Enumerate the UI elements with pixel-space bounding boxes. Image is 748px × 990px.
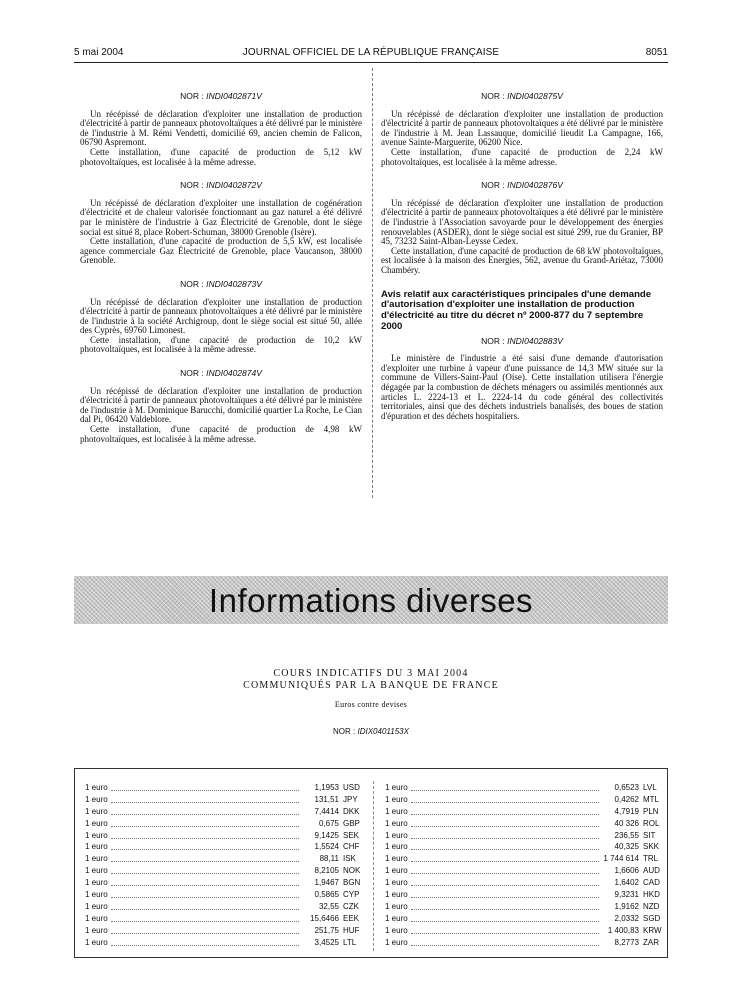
nor-reference bbox=[80, 181, 362, 191]
rate-base: 1 euro bbox=[85, 830, 108, 840]
rate-value: 15,6466 bbox=[307, 914, 339, 923]
rate-value: 9,1425 bbox=[312, 831, 339, 840]
currency-code: HUF bbox=[343, 925, 360, 935]
rate-value: 131,51 bbox=[312, 795, 339, 804]
rate-row bbox=[85, 854, 367, 866]
nor-code: INDI0402874V bbox=[206, 368, 262, 379]
nor-reference bbox=[381, 92, 663, 102]
rate-base: 1 euro bbox=[385, 913, 408, 923]
leader-dots bbox=[111, 861, 299, 862]
leader-dots bbox=[111, 909, 299, 910]
rate-base: 1 euro bbox=[85, 783, 108, 792]
rate-row bbox=[385, 807, 667, 819]
currency-code: CZK bbox=[343, 901, 359, 911]
rate-row bbox=[85, 831, 367, 843]
rate-base: 1 euro bbox=[85, 854, 108, 864]
nor-label: NOR : bbox=[180, 91, 204, 101]
currency-code: MTL bbox=[643, 794, 659, 804]
column-divider bbox=[372, 68, 373, 498]
rates-column-right bbox=[385, 783, 667, 949]
rate-value: 32,55 bbox=[316, 902, 339, 911]
rate-base: 1 euro bbox=[85, 806, 108, 816]
rate-value: 88,11 bbox=[317, 854, 339, 863]
leader-dots bbox=[411, 909, 599, 910]
notice-paragraph: Un récépissé de déclaration d'exploiter une installation de production d'électricité à partir de panneaux photovoltaïques a été délivré par le ministère de l'industrie à la société Archigroup, dont le siège social est situé 50, allée des Cyprès, 69760 Limonest. bbox=[80, 296, 362, 336]
notice-paragraph: Cette installation, d'une capacité de production de 10,2 kW photovoltaïques, est localisée à la même adresse. bbox=[80, 334, 362, 355]
leader-dots bbox=[111, 897, 299, 898]
nor-label: NOR : bbox=[180, 180, 204, 191]
rate-value: 251,75 bbox=[312, 926, 339, 935]
currency-code: ZAR bbox=[643, 937, 659, 947]
notice-paragraph: Cette installation, d'une capacité de production de 5,12 kW photovoltaïques, est localisée à la même adresse. bbox=[80, 146, 362, 167]
rate-base: 1 euro bbox=[385, 794, 408, 804]
leader-dots bbox=[411, 873, 599, 874]
notice bbox=[381, 181, 663, 275]
leader-dots bbox=[411, 838, 599, 839]
currency-code: USD bbox=[343, 783, 360, 792]
rate-base: 1 euro bbox=[85, 818, 108, 828]
rate-base: 1 euro bbox=[85, 890, 108, 900]
header-date: 5 mai 2004 bbox=[74, 47, 124, 58]
exchange-rates-table bbox=[74, 768, 668, 958]
rate-base: 1 euro bbox=[85, 901, 108, 911]
leader-dots bbox=[411, 790, 599, 791]
rate-base: 1 euro bbox=[385, 890, 408, 900]
avis-section bbox=[381, 290, 663, 422]
notice-paragraph: Un récépissé de déclaration d'exploiter une installation de production d'électricité à partir de panneaux photovoltaïques a été délivré par le ministère de l'industrie à M. Rémi Vendetti, domicilié 69, ancien chemin de Falicon, 06790 Aspremont. bbox=[80, 108, 362, 148]
rate-base: 1 euro bbox=[385, 937, 408, 947]
rate-value: 0,4262 bbox=[612, 795, 639, 804]
notice bbox=[381, 92, 663, 167]
nor-label: NOR : bbox=[333, 727, 356, 736]
leader-dots bbox=[111, 921, 299, 922]
section-banner bbox=[74, 576, 668, 624]
rate-base: 1 euro bbox=[385, 842, 408, 852]
nor-label: NOR : bbox=[180, 368, 204, 379]
leader-dots bbox=[411, 921, 599, 922]
rate-base: 1 euro bbox=[385, 854, 408, 864]
notice bbox=[80, 92, 362, 167]
leader-dots bbox=[411, 802, 599, 803]
rate-value: 3,4525 bbox=[312, 938, 339, 947]
rate-row bbox=[85, 783, 367, 795]
nor-label: NOR : bbox=[180, 278, 204, 289]
currency-code: AUD bbox=[643, 866, 660, 876]
page-header bbox=[74, 47, 668, 61]
right-column bbox=[381, 92, 663, 435]
currency-code: NOK bbox=[343, 866, 361, 876]
currency-code: SKK bbox=[643, 842, 660, 852]
nor-reference bbox=[80, 369, 362, 379]
rate-base: 1 euro bbox=[85, 937, 108, 947]
leader-dots bbox=[411, 814, 599, 815]
rate-value: 1 744 614 bbox=[600, 854, 639, 863]
leader-dots bbox=[411, 849, 599, 850]
nor-label: NOR : bbox=[481, 91, 505, 101]
leader-dots bbox=[111, 802, 299, 803]
cours-subtitle: Euros contre devises bbox=[334, 700, 408, 709]
rate-row bbox=[385, 914, 667, 926]
leader-dots bbox=[111, 945, 299, 946]
rate-row bbox=[385, 783, 667, 795]
rate-value: 40 326 bbox=[612, 819, 639, 828]
currency-code: PLN bbox=[643, 806, 659, 816]
rate-base: 1 euro bbox=[85, 866, 108, 876]
leader-dots bbox=[111, 849, 299, 850]
currency-code: ROL bbox=[643, 818, 660, 828]
rate-value: 0,5865 bbox=[312, 890, 339, 899]
rate-row bbox=[385, 890, 667, 902]
rate-row bbox=[85, 807, 367, 819]
leader-dots bbox=[111, 873, 299, 874]
nor-code: INDI0402875V bbox=[507, 91, 563, 101]
currency-code: CAD bbox=[643, 878, 660, 888]
rate-value: 1,5524 bbox=[312, 842, 339, 851]
rate-value: 236,55 bbox=[612, 831, 639, 840]
rate-base: 1 euro bbox=[385, 783, 408, 792]
leader-dots bbox=[411, 885, 599, 886]
nor-code: IDIX0401153X bbox=[357, 727, 409, 736]
leader-dots bbox=[411, 945, 599, 946]
currency-code: SEK bbox=[343, 830, 360, 840]
rate-row bbox=[385, 902, 667, 914]
rate-value: 0,6523 bbox=[612, 783, 639, 792]
cours-line-1: COURS INDICATIFS DU 3 MAI 2004 bbox=[273, 668, 469, 679]
rate-base: 1 euro bbox=[385, 901, 408, 911]
leader-dots bbox=[411, 933, 599, 934]
currency-code: KRW bbox=[643, 925, 662, 935]
rate-base: 1 euro bbox=[85, 842, 108, 852]
rate-value: 9,3231 bbox=[612, 890, 639, 899]
rate-base: 1 euro bbox=[85, 925, 108, 935]
nor-code: INDI0402876V bbox=[507, 180, 563, 191]
notice-paragraph: Cette installation, d'une capacité de production de 68 kW photovoltaïques, est localisée à la maison des Energies, 562, avenue du Grand-Ariétaz, 73000 Chambéry. bbox=[381, 245, 663, 275]
rate-row bbox=[385, 831, 667, 843]
rate-row bbox=[85, 914, 367, 926]
banner-title: Informations diverses bbox=[208, 582, 534, 619]
nor-reference bbox=[381, 181, 663, 191]
rate-base: 1 euro bbox=[385, 866, 408, 876]
rate-row bbox=[385, 866, 667, 878]
notice bbox=[80, 369, 362, 444]
notice-paragraph: Un récépissé de déclaration d'exploiter une installation de production d'électricité à partir de panneaux photovoltaïques a été délivré par le ministère de l'industrie à l'Association savoyarde pour le développement des énergies renouvelables (ASDER), dont le siège social est situé 299, rue du Granier, BP 45, 73232 Saint-Alban-Leysse Cedex. bbox=[381, 197, 663, 247]
rate-row bbox=[385, 938, 667, 950]
currency-code: NZD bbox=[643, 901, 660, 911]
rate-row bbox=[385, 878, 667, 890]
currency-code: CYP bbox=[343, 890, 360, 900]
rate-row bbox=[385, 926, 667, 938]
rate-value: 1,9467 bbox=[312, 878, 339, 887]
currency-code: LVL bbox=[643, 783, 657, 792]
leader-dots bbox=[411, 826, 599, 827]
rate-base: 1 euro bbox=[85, 913, 108, 923]
header-page-number: 8051 bbox=[645, 47, 668, 58]
currency-code: CHF bbox=[343, 842, 360, 852]
rate-row bbox=[85, 866, 367, 878]
rate-value: 1,9162 bbox=[612, 902, 639, 911]
rate-base: 1 euro bbox=[385, 818, 408, 828]
avis-paragraph: Le ministère de l'industrie a été saisi d'une demande d'autorisation d'exploiter une turbine à vapeur d'une puissance de 14,3 MW située sur la commune de Villers-Saint-Paul (Oise). Cette installation utilisera l'énergie dégagée par la combustion de déchets ménagers ou assimilés mentionnés aux articles L. 2224-13 et L. 2224-14 du code général des collectivités territoriales, ainsi que des déchets industriels banalisés, des boues de station d'épuration et des déchets hospitaliers. bbox=[381, 353, 663, 421]
notice-paragraph: Cette installation, d'une capacité de production de 4,98 kW photovoltaïques, est localisée à la même adresse. bbox=[80, 424, 362, 444]
currency-code: LTL bbox=[343, 937, 357, 947]
rate-value: 8,2105 bbox=[312, 866, 339, 875]
nor-reference bbox=[381, 337, 663, 347]
leader-dots bbox=[111, 838, 299, 839]
avis-title: Avis relatif aux caractéristiques principales d'une demande d'autorisation d'exploiter une installation de production d'électricité au titre du décret nº 2000-877 du 7 septembre 2000 bbox=[381, 288, 652, 332]
notice bbox=[80, 280, 362, 355]
rate-row bbox=[85, 842, 367, 854]
header-title: JOURNAL OFFICIEL DE LA RÉPUBLIQUE FRANÇAISE bbox=[242, 47, 500, 58]
nor-label: NOR : bbox=[481, 335, 505, 346]
notice-paragraph: Un récépissé de déclaration d'exploiter une installation de production d'électricité à partir de panneaux photovoltaïques a été délivré par le ministère de l'industrie à M. Dominique Barucchi, domicilié quartier La Roche, Le Cian dal Pi, 06420 Valdeblore. bbox=[80, 385, 362, 425]
rate-row bbox=[85, 878, 367, 890]
left-column bbox=[80, 92, 362, 458]
rates-column-left bbox=[85, 783, 367, 949]
rate-row bbox=[385, 819, 667, 831]
leader-dots bbox=[111, 826, 299, 827]
rate-value: 8,2773 bbox=[612, 938, 639, 947]
nor-code: INDI0402883V bbox=[507, 335, 563, 346]
rate-base: 1 euro bbox=[385, 925, 408, 935]
rate-value: 1 400,83 bbox=[605, 926, 639, 935]
currency-code: EEK bbox=[343, 913, 360, 923]
leader-dots bbox=[111, 933, 299, 934]
rate-row bbox=[385, 854, 667, 866]
leader-dots bbox=[111, 790, 299, 791]
nor-code: INDI0402872V bbox=[206, 180, 262, 191]
rate-base: 1 euro bbox=[85, 794, 108, 804]
cours-line-2: COMMUNIQUÉS PAR LA BANQUE DE FRANCE bbox=[243, 680, 499, 691]
leader-dots bbox=[411, 861, 599, 862]
currency-code: ISK bbox=[343, 854, 356, 864]
nor-reference bbox=[74, 727, 668, 736]
notice-paragraph: Cette installation, d'une capacité de production de 2,24 kW photovoltaïques, est localisée à la même adresse. bbox=[381, 146, 663, 167]
rate-value: 0,675 bbox=[316, 819, 339, 828]
rate-row bbox=[85, 902, 367, 914]
currency-code: DKK bbox=[343, 806, 360, 816]
currency-code: BGN bbox=[343, 878, 361, 888]
nor-code: INDI0402873V bbox=[206, 278, 262, 289]
rate-value: 40,325 bbox=[612, 842, 639, 851]
rate-value: 1,1953 bbox=[312, 783, 339, 792]
table-divider bbox=[373, 781, 374, 951]
rate-base: 1 euro bbox=[385, 830, 408, 840]
leader-dots bbox=[111, 885, 299, 886]
currency-code: SIT bbox=[643, 830, 656, 840]
rate-row bbox=[85, 890, 367, 902]
nor-code: INDI0402871V bbox=[206, 91, 262, 101]
rate-value: 1,6606 bbox=[612, 866, 639, 875]
currency-code: SGD bbox=[643, 913, 661, 923]
leader-dots bbox=[411, 897, 599, 898]
rate-value: 4,7919 bbox=[612, 807, 639, 816]
nor-reference bbox=[80, 92, 362, 102]
currency-code: GBP bbox=[343, 818, 360, 828]
nor-label: NOR : bbox=[481, 180, 505, 191]
notice-paragraph: Un récépissé de déclaration d'exploiter une installation de cogénération d'électricité et de chaleur valorisée fonctionnant au gaz naturel a été délivré par le ministère de l'industrie à Gaz Électricité de Grenoble, dont le siège social est situé 8, place Robert-Schuman, 38000 Grenoble (Isère). bbox=[80, 197, 362, 237]
rate-row bbox=[85, 938, 367, 950]
rate-value: 7,4414 bbox=[312, 807, 339, 816]
rate-row bbox=[85, 795, 367, 807]
currency-code: HKD bbox=[643, 890, 660, 900]
leader-dots bbox=[111, 814, 299, 815]
exchange-rates-heading bbox=[74, 668, 668, 736]
rate-value: 2,0332 bbox=[612, 914, 639, 923]
rate-row bbox=[85, 819, 367, 831]
nor-reference bbox=[80, 280, 362, 290]
rate-row bbox=[385, 842, 667, 854]
rate-base: 1 euro bbox=[85, 878, 108, 888]
rate-value: 1,6402 bbox=[612, 878, 639, 887]
currency-code: JPY bbox=[343, 794, 358, 804]
rate-row bbox=[85, 926, 367, 938]
currency-code: TRL bbox=[643, 854, 659, 864]
header-rule bbox=[74, 62, 668, 63]
notice-paragraph: Un récépissé de déclaration d'exploiter une installation de production d'électricité à partir de panneaux photovoltaïques a été délivré par le ministère de l'industrie à M. Jean Lassauque, domicilié lieudit La Campagne, 166, avenue Sainte-Marguerite, 06200 Nice. bbox=[381, 108, 663, 148]
notice bbox=[80, 181, 362, 266]
notice-paragraph: Cette installation, d'une capacité de production de 5,5 kW, est localisée agence commerciale Gaz Électricité de Grenoble, place Vaucanson, 38000 Grenoble. bbox=[80, 236, 362, 266]
rate-row bbox=[385, 795, 667, 807]
rate-base: 1 euro bbox=[385, 806, 408, 816]
rate-base: 1 euro bbox=[385, 878, 408, 888]
